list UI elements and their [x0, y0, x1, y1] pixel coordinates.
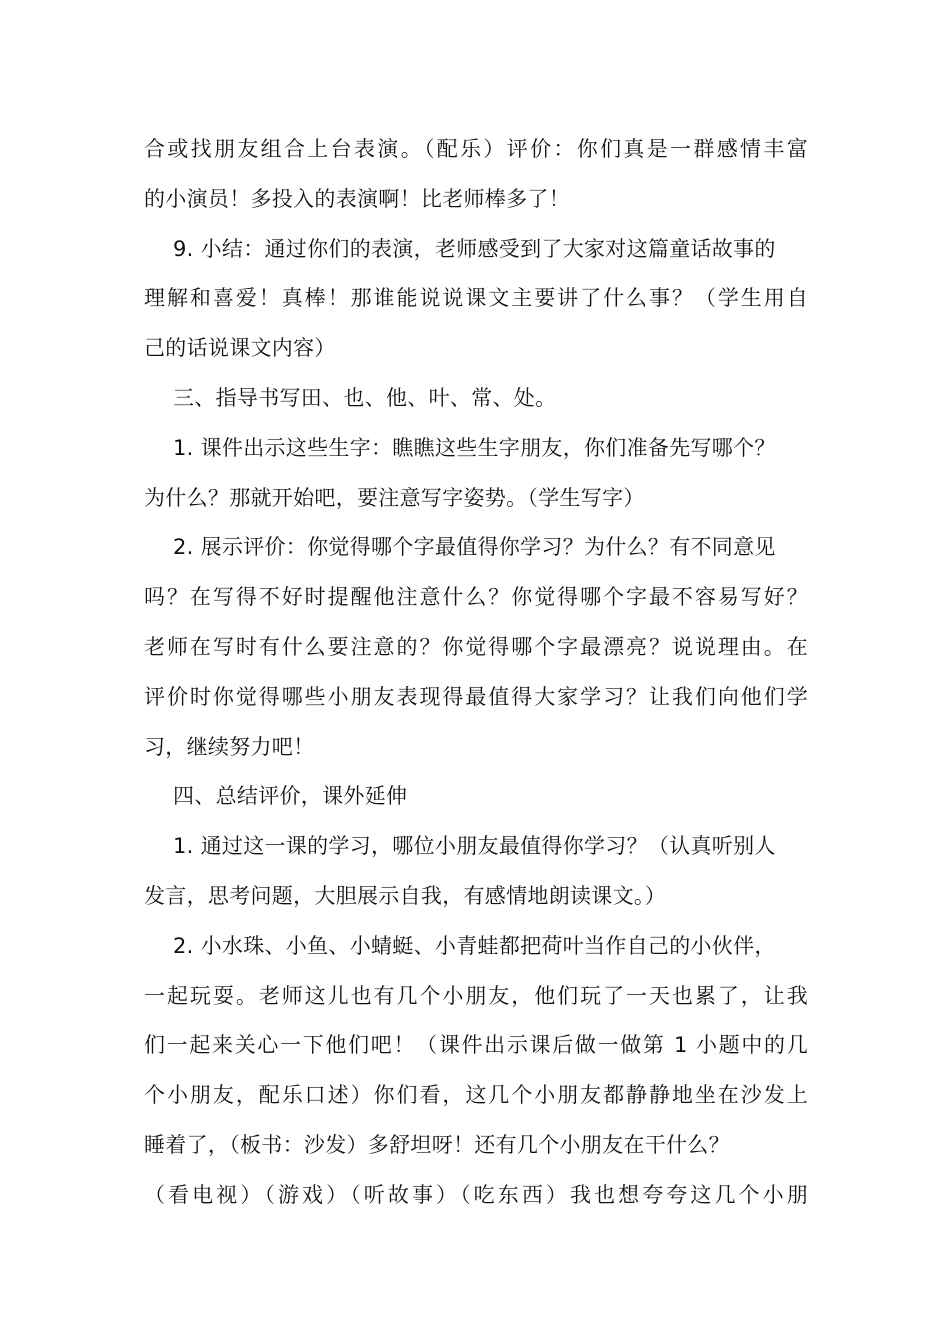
section-heading-3: 三、指导书写田、也、他、叶、常、处。	[173, 385, 557, 410]
text-line: 发言，思考问题，大胆展示自我，有感情地朗读课文。）	[144, 883, 666, 908]
text-line: 吗？在写得不好时提醒他注意什么？你觉得哪个字最不容易写好？	[144, 585, 808, 610]
text-line: 一起玩耍。老师这儿也有几个小朋友，他们玩了一天也累了，让我	[144, 983, 808, 1008]
list-item-2: 2. 展示评价：你觉得哪个字最值得你学习？为什么？有不同意见	[173, 535, 776, 560]
text-line: 们一起来关心一下他们吧！（课件出示课后做一做第 1 小题中的几	[144, 1033, 808, 1058]
list-item-2: 2. 小水珠、小鱼、小蜻蜓、小青蛙都把荷叶当作自己的小伙伴，	[173, 933, 776, 958]
text-line: 理解和喜爱！真棒！那谁能说说课文主要讲了什么事？（学生用自	[144, 286, 808, 311]
list-item-1: 1. 通过这一课的学习，哪位小朋友最值得你学习？（认真听别人	[173, 834, 776, 859]
text-line: 己的话说课文内容）	[144, 336, 336, 361]
text-line: 的小演员！多投入的表演啊！比老师棒多了！	[144, 186, 570, 211]
text-line: 睡着了，（板书：沙发）多舒坦呀！还有几个小朋友在干什么？	[144, 1132, 730, 1157]
document-body	[144, 125, 808, 1221]
text-line: 合或找朋友组合上台表演。（配乐）评价：你们真是一群感情丰富	[144, 137, 808, 161]
text-line: 习，继续努力吧！	[144, 734, 315, 759]
text-line: 评价时你觉得哪些小朋友表现得最值得大家学习？让我们向他们学	[144, 684, 808, 709]
text-line: （看电视）（游戏）（听故事）（吃东西）我也想夸夸这几个小朋	[144, 1182, 808, 1207]
text-line: 老师在写时有什么要注意的？你觉得哪个字最漂亮？说说理由。在	[144, 634, 808, 659]
text-line: 为什么？那就开始吧，要注意写字姿势。（学生写字）	[144, 485, 645, 510]
list-item-1: 1. 课件出示这些生字：瞧瞧这些生字朋友，你们准备先写哪个？	[173, 435, 776, 460]
text-line: 个小朋友，配乐口述）你们看，这几个小朋友都静静地坐在沙发上	[144, 1083, 808, 1108]
section-heading-4: 四、总结评价，课外延伸	[173, 784, 408, 809]
list-item-9: 9. 小结：通过你们的表演，老师感受到了大家对这篇童话故事的	[173, 236, 776, 261]
